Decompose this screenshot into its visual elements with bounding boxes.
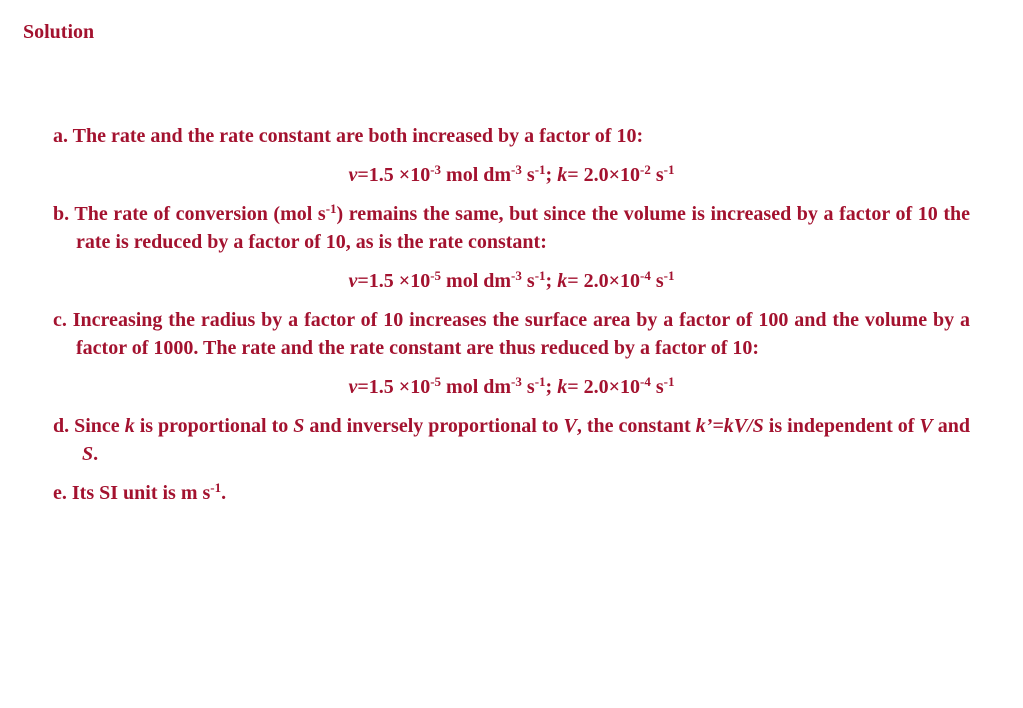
solution-body bbox=[53, 122, 970, 518]
eq-unit: mol dm bbox=[441, 376, 512, 398]
item-e bbox=[53, 479, 970, 507]
eq-k-value: = 2.0×10 bbox=[567, 376, 640, 398]
item-c-text: c. Increasing the radius by a factor of 10 increases the surface area by a factor of 100 and the volume by a factor of 1000. The rate and the rate constant are thus reduced by a factor of 10: bbox=[53, 309, 970, 359]
item-d-text: and bbox=[932, 415, 970, 437]
eq-v-exponent: -5 bbox=[430, 374, 442, 389]
eq-k-exponent: -4 bbox=[640, 374, 651, 389]
eq-k-exponent: -2 bbox=[640, 162, 651, 177]
eq-k-value: = 2.0×10 bbox=[567, 270, 640, 292]
eq-k-symbol: k bbox=[557, 376, 568, 398]
eq-unit-exponent: -1 bbox=[534, 268, 546, 283]
item-c bbox=[53, 306, 970, 362]
eq-unit-exponent: -3 bbox=[511, 374, 522, 389]
eq-v-symbol: v bbox=[348, 270, 358, 292]
eq-k-symbol: k bbox=[557, 164, 568, 186]
item-d-v-symbol: V bbox=[919, 415, 933, 437]
eq-unit-exponent: -3 bbox=[511, 268, 522, 283]
eq-k-unit-exponent: -1 bbox=[663, 374, 675, 389]
eq-k-exponent: -4 bbox=[640, 268, 651, 283]
eq-unit-exponent: -1 bbox=[534, 374, 546, 389]
eq-k-unit: s bbox=[650, 164, 664, 186]
eq-v-value: =1.5 ×10 bbox=[357, 164, 431, 186]
eq-k-unit: s bbox=[650, 376, 664, 398]
eq-v-exponent: -5 bbox=[430, 268, 442, 283]
item-b-text: b. The rate of conversion (mol s bbox=[53, 203, 326, 225]
eq-unit-exponent: -1 bbox=[534, 162, 546, 177]
item-d-text: and inversely proportional to bbox=[304, 415, 564, 437]
eq-unit: mol dm bbox=[441, 164, 512, 186]
eq-separator: ; bbox=[545, 270, 558, 292]
item-e-exponent: -1 bbox=[210, 480, 222, 495]
eq-k-unit-exponent: -1 bbox=[663, 162, 675, 177]
item-b bbox=[53, 200, 970, 256]
eq-v-value: =1.5 ×10 bbox=[357, 376, 431, 398]
eq-k-unit: s bbox=[650, 270, 664, 292]
eq-unit: mol dm bbox=[441, 270, 512, 292]
item-a-text: a. The rate and the rate constant are both increased by a factor of 10: bbox=[53, 125, 644, 147]
item-d-s-symbol: S bbox=[293, 415, 305, 437]
eq-separator: ; bbox=[545, 376, 558, 398]
eq-unit: s bbox=[521, 164, 535, 186]
eq-k-value: = 2.0×10 bbox=[567, 164, 640, 186]
equation-b bbox=[53, 267, 970, 295]
item-d-text: d. Since bbox=[53, 415, 125, 437]
item-d-s-symbol: S bbox=[82, 443, 94, 465]
item-e-text: e. Its SI unit is m s bbox=[53, 482, 211, 504]
eq-unit: s bbox=[521, 270, 535, 292]
eq-v-symbol: v bbox=[348, 376, 358, 398]
item-b-exponent: -1 bbox=[325, 201, 337, 216]
item-d-text: , the constant bbox=[576, 415, 696, 437]
item-d-k-symbol: k bbox=[124, 415, 135, 437]
eq-k-unit-exponent: -1 bbox=[663, 268, 675, 283]
eq-unit: s bbox=[521, 376, 535, 398]
item-e-end: . bbox=[221, 482, 227, 504]
equation-c bbox=[53, 373, 970, 401]
eq-v-exponent: -3 bbox=[430, 162, 442, 177]
item-d-v-symbol: V bbox=[563, 415, 577, 437]
solution-heading: Solution bbox=[23, 21, 95, 43]
item-d-text: is proportional to bbox=[134, 415, 294, 437]
eq-separator: ; bbox=[545, 164, 558, 186]
item-d-text: . bbox=[93, 443, 99, 465]
item-a bbox=[53, 122, 970, 150]
item-d bbox=[53, 412, 970, 468]
item-d-text: is independent of bbox=[763, 415, 920, 437]
eq-k-symbol: k bbox=[557, 270, 568, 292]
equation-a bbox=[53, 161, 970, 189]
item-b-text-cont: ) remains the same, but since the volume is increased by a factor of 10 the rate is reduced by a factor of 10, as is the rate constant: bbox=[76, 203, 970, 253]
eq-unit-exponent: -3 bbox=[511, 162, 522, 177]
eq-v-symbol: v bbox=[348, 164, 358, 186]
eq-v-value: =1.5 ×10 bbox=[357, 270, 431, 292]
item-d-k-expression: k’=kV/S bbox=[695, 415, 764, 437]
